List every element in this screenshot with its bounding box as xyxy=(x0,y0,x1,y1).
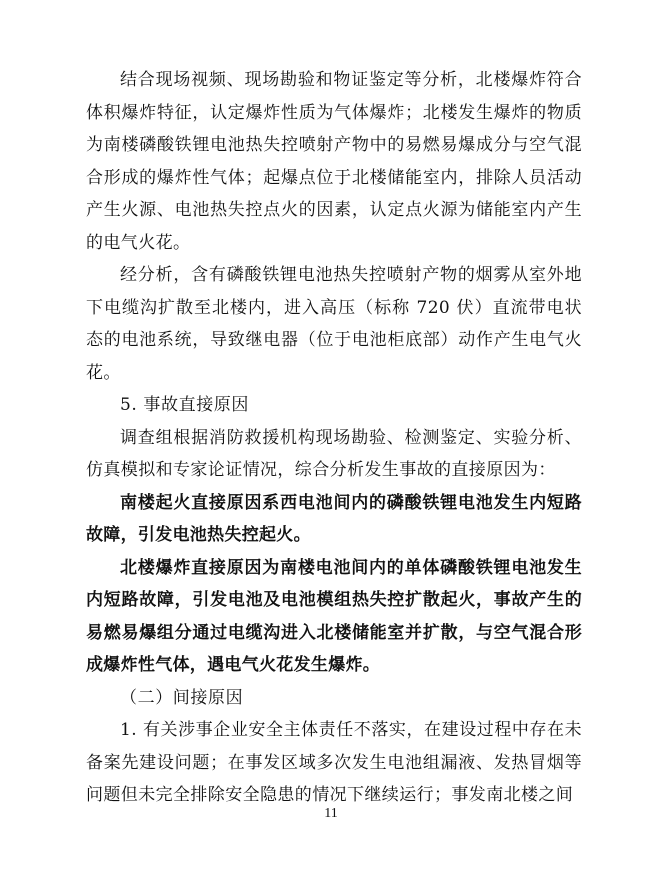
section-heading-direct-cause: 5. 事故直接原因 xyxy=(120,395,250,415)
paragraph-explosion-analysis: 结合现场视频、现场勘验和物证鉴定等分析，北楼爆炸符合体积爆炸特征，认定爆炸性质为气体爆炸；北楼发生爆炸的物质为南楼磷酸铁锂电池热失控喷射产物中的易燃易爆成分与空气混合形成的爆炸性气体；起爆点位于北楼储能室内，排除人员活动产生火源、电池热失控点火的因素，认定点火源为储能室内产生的电气火花。 xyxy=(86,70,582,253)
section-heading-indirect-cause: （二）间接原因 xyxy=(120,687,244,708)
paragraph-smoke-diffusion: 经分析，含有磷酸铁锂电池热失控喷射产物的烟雾从室外地下电缆沟扩散至北楼内，进入高压（标称 720 伏）直流带电状态的电池系统，导致继电器（位于电池柜底部）动作产生电气火花。 xyxy=(86,265,582,383)
paragraph-north-building-explosion-cause: 北楼爆炸直接原因为南楼电池间内的单体磷酸铁锂电池发生内短路故障，引发电池及电池模组热失控扩散起火，事故产生的易燃易爆组分通过电缆沟进入北楼储能室并扩散，与空气混合形成爆炸性气体，遇电气火花发生爆炸。 xyxy=(86,557,582,675)
paragraph-enterprise-responsibility: 1. 有关涉事企业安全主体责任不落实，在建设过程中存在未备案先建设问题；在事发区域多次发生电池组漏液、发热冒烟等问题但未完全排除安全隐患的情况下继续运行；事发南北楼之间 xyxy=(86,720,582,805)
paragraph-investigation-summary: 调查组根据消防救援机构现场勘验、检测鉴定、实验分析、仿真模拟和专家论证情况，综合分析发生事故的直接原因为： xyxy=(86,427,582,480)
paragraph-south-building-fire-cause: 南楼起火直接原因系西电池间内的磷酸铁锂电池发生内短路故障，引发电池热失控起火。 xyxy=(86,492,582,545)
document-body xyxy=(86,64,582,812)
page-number: 11 xyxy=(324,806,338,821)
